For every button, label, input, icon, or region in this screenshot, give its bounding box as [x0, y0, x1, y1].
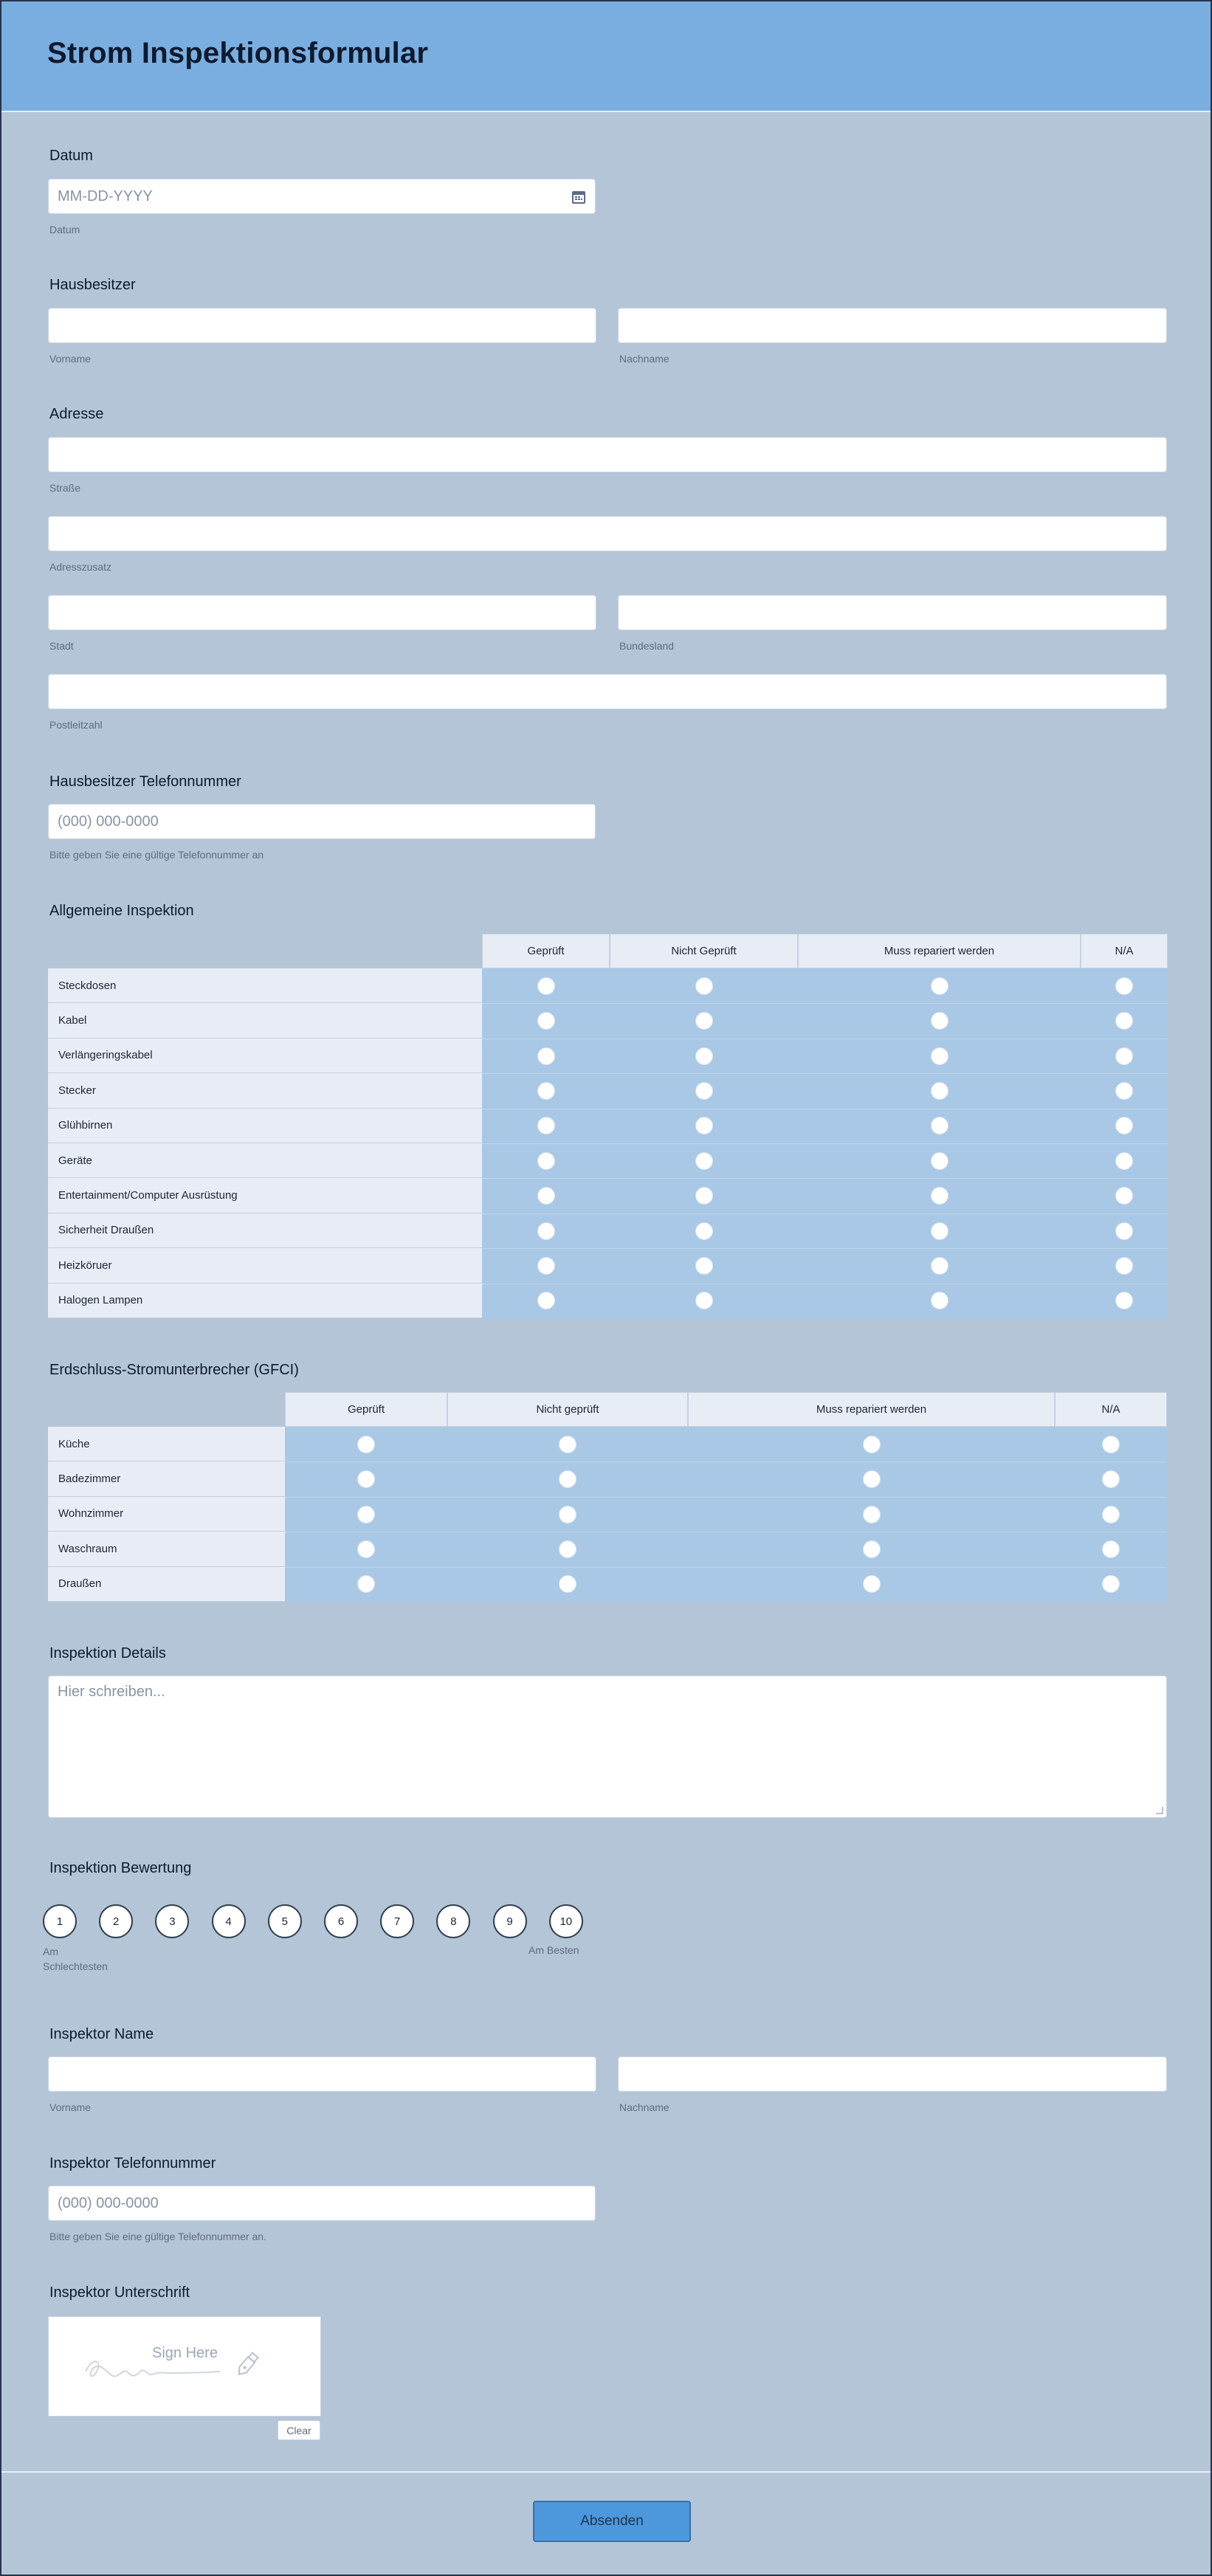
rating-option[interactable]: 9 [493, 1904, 527, 1938]
general-radio[interactable] [931, 1152, 948, 1170]
zip-input[interactable] [48, 674, 1167, 709]
rating-option[interactable]: 3 [155, 1904, 189, 1938]
form-header [1, 1, 1211, 112]
gfci-matrix-body [285, 1427, 1167, 1602]
general-row-divider [482, 1003, 1168, 1004]
general-radio[interactable] [931, 1292, 948, 1309]
general-radio[interactable] [695, 1082, 713, 1100]
gfci-radio[interactable] [559, 1540, 576, 1558]
general-inspection-label: Allgemeine Inspektion [49, 903, 194, 919]
owner-label: Hausbesitzer [49, 277, 136, 293]
general-row-label: Entertainment/Computer Ausrüstung [48, 1178, 482, 1213]
signature-clear-button[interactable]: Clear [278, 2420, 320, 2440]
address-label: Adresse [49, 406, 104, 422]
general-row-label: Heizköruer [48, 1248, 482, 1283]
gfci-radio[interactable] [1102, 1470, 1120, 1488]
gfci-row-divider [285, 1497, 1167, 1498]
general-radio[interactable] [931, 977, 948, 995]
inspector-last-sublabel: Nachname [619, 2101, 669, 2113]
street-sublabel: Straße [49, 482, 81, 494]
general-radio[interactable] [695, 1257, 713, 1275]
gfci-col-header: N/A [1055, 1392, 1167, 1427]
general-radio[interactable] [1115, 1012, 1133, 1030]
details-textarea[interactable] [48, 1676, 1167, 1818]
date-sublabel: Datum [49, 224, 80, 235]
owner-phone-label: Hausbesitzer Telefonnummer [49, 774, 241, 790]
inspector-first-name-input[interactable] [48, 2056, 596, 2092]
gfci-radio[interactable] [559, 1506, 576, 1523]
general-row-divider [482, 1213, 1168, 1214]
rating-option[interactable]: 6 [324, 1904, 358, 1938]
rating-option[interactable]: 5 [268, 1904, 302, 1938]
gfci-col-header: Nicht geprüft [447, 1392, 688, 1427]
general-col-header: Nicht Geprüft [610, 934, 798, 968]
signature-scribble-icon [49, 2317, 322, 2417]
gfci-row-divider [285, 1461, 1167, 1462]
gfci-radio[interactable] [357, 1540, 375, 1558]
general-radio[interactable] [695, 1047, 713, 1065]
gfci-radio[interactable] [1102, 1506, 1120, 1523]
general-radio[interactable] [931, 1082, 948, 1100]
general-radio[interactable] [931, 1117, 948, 1134]
general-radio[interactable] [537, 1257, 555, 1275]
gfci-row-label: Wohnzimmer [48, 1497, 285, 1532]
zip-sublabel: Postleitzahl [49, 719, 103, 731]
general-row-divider [482, 1143, 1168, 1144]
rating-worst-label: Am Schlechtesten [43, 1946, 108, 1972]
gfci-col-header: Geprüft [285, 1392, 447, 1427]
address-extra-sublabel: Adresszusatz [49, 561, 112, 573]
general-radio[interactable] [1115, 1082, 1133, 1100]
general-radio[interactable] [695, 1292, 713, 1309]
general-radio[interactable] [931, 1187, 948, 1205]
gfci-radio[interactable] [357, 1470, 375, 1488]
rating-option[interactable]: 10 [549, 1904, 583, 1938]
inspector-first-sublabel: Vorname [49, 2101, 92, 2113]
rating-label: Inspektion Bewertung [49, 1860, 192, 1876]
general-radio[interactable] [537, 1012, 555, 1030]
general-radio[interactable] [1115, 1222, 1133, 1240]
general-row-label: Halogen Lampen [48, 1284, 482, 1318]
rating-option[interactable]: 7 [380, 1904, 414, 1938]
inspector-last-name-input[interactable] [618, 2056, 1167, 2092]
signature-pad[interactable] [48, 2316, 321, 2417]
general-radio[interactable] [1115, 1152, 1133, 1170]
general-radio[interactable] [1115, 977, 1133, 995]
general-radio[interactable] [695, 1117, 713, 1134]
city-input[interactable] [48, 595, 596, 630]
general-radio[interactable] [931, 1047, 948, 1065]
gfci-radio[interactable] [863, 1506, 881, 1523]
gfci-radio[interactable] [863, 1436, 881, 1453]
calendar-icon[interactable] [571, 190, 586, 204]
general-radio[interactable] [695, 1187, 713, 1205]
date-label: Datum [49, 148, 93, 164]
rating-best-label: Am Besten [528, 1944, 579, 1956]
general-radio[interactable] [1115, 1257, 1133, 1275]
address-extra-input[interactable] [48, 516, 1167, 551]
general-radio[interactable] [537, 1222, 555, 1240]
rating-option[interactable]: 4 [212, 1904, 246, 1938]
gfci-radio[interactable] [863, 1470, 881, 1488]
owner-last-sublabel: Nachname [619, 353, 669, 365]
city-sublabel: Stadt [49, 640, 74, 652]
inspector-phone-sublabel: Bitte geben Sie eine gültige Telefonnummer an. [49, 2231, 266, 2242]
gfci-radio[interactable] [863, 1575, 881, 1593]
state-input[interactable] [618, 595, 1167, 630]
general-radio[interactable] [931, 1012, 948, 1030]
gfci-col-header: Muss repariert werden [688, 1392, 1055, 1427]
general-radio[interactable] [537, 977, 555, 995]
gfci-label: Erdschluss-Stromunterbrecher (GFCI) [49, 1362, 299, 1378]
inspector-name-label: Inspektor Name [49, 2026, 154, 2042]
general-row-label: Stecker [48, 1073, 482, 1108]
state-sublabel: Bundesland [619, 640, 674, 652]
general-radio[interactable] [931, 1257, 948, 1275]
owner-first-sublabel: Vorname [49, 353, 92, 365]
resize-handle-icon[interactable] [1156, 1807, 1163, 1814]
gfci-row-label: Draußen [48, 1567, 285, 1602]
gfci-radio[interactable] [559, 1436, 576, 1453]
inspector-phone-placeholder: (000) 000-0000 [58, 2195, 159, 2211]
gfci-row-label: Küche [48, 1427, 285, 1461]
details-placeholder: Hier schreiben... [58, 1684, 165, 1700]
form-title: Strom Inspektionsformular [47, 37, 429, 69]
owner-phone-sublabel: Bitte geben Sie eine gültige Telefonnummer an [49, 849, 264, 861]
general-radio[interactable] [695, 1012, 713, 1030]
general-row-label: Geräte [48, 1143, 482, 1178]
general-row-label: Sicherheit Draußen [48, 1213, 482, 1248]
general-col-header: N/A [1081, 934, 1168, 968]
general-radio[interactable] [695, 1222, 713, 1240]
gfci-radio[interactable] [1102, 1436, 1120, 1453]
gfci-radio[interactable] [1102, 1540, 1120, 1558]
inspector-phone-label: Inspektor Telefonnummer [49, 2155, 216, 2172]
general-row-label: Steckdosen [48, 968, 482, 1003]
general-row-label: Glühbirnen [48, 1109, 482, 1143]
general-row-divider [482, 1248, 1168, 1249]
general-radio[interactable] [537, 1187, 555, 1205]
gfci-radio[interactable] [357, 1436, 375, 1453]
owner-first-name-input[interactable] [48, 308, 596, 343]
date-placeholder: MM-DD-YYYY [58, 188, 153, 204]
general-radio[interactable] [537, 1292, 555, 1309]
general-row-divider [482, 1178, 1168, 1179]
gfci-radio[interactable] [357, 1506, 375, 1523]
owner-last-name-input[interactable] [618, 308, 1167, 343]
details-label: Inspektion Details [49, 1645, 166, 1661]
owner-phone-input[interactable] [48, 804, 596, 839]
submit-button[interactable]: Absenden [533, 2501, 691, 2542]
general-radio[interactable] [1115, 1047, 1133, 1065]
signature-label: Inspektor Unterschrift [49, 2284, 190, 2301]
general-row-label: Kabel [48, 1003, 482, 1038]
inspector-phone-input[interactable] [48, 2186, 596, 2221]
rating-option[interactable]: 1 [43, 1904, 77, 1938]
footer-divider [1, 2471, 1211, 2473]
rating-option[interactable]: 8 [436, 1904, 470, 1938]
gfci-row-label: Waschraum [48, 1532, 285, 1566]
gfci-row-divider [285, 1567, 1167, 1568]
general-row-label: Verlängeringskabel [48, 1039, 482, 1073]
general-radio[interactable] [537, 1047, 555, 1065]
gfci-row-label: Badezimmer [48, 1461, 285, 1496]
owner-phone-placeholder: (000) 000-0000 [58, 813, 159, 830]
general-radio[interactable] [537, 1082, 555, 1100]
street-input[interactable] [48, 437, 1167, 472]
general-col-header: Geprüft [482, 934, 610, 968]
general-row-divider [482, 1073, 1168, 1074]
general-radio[interactable] [537, 1117, 555, 1134]
general-radio[interactable] [695, 1152, 713, 1170]
general-radio[interactable] [931, 1222, 948, 1240]
rating-option[interactable]: 2 [99, 1904, 133, 1938]
signature-prompt: Sign Here [152, 2345, 218, 2361]
gfci-radio[interactable] [863, 1540, 881, 1558]
gfci-radio[interactable] [559, 1470, 576, 1488]
general-radio[interactable] [537, 1152, 555, 1170]
date-input[interactable] [48, 179, 596, 214]
general-col-header: Muss repariert werden [798, 934, 1081, 968]
general-radio[interactable] [1115, 1187, 1133, 1205]
general-radio[interactable] [695, 977, 713, 995]
